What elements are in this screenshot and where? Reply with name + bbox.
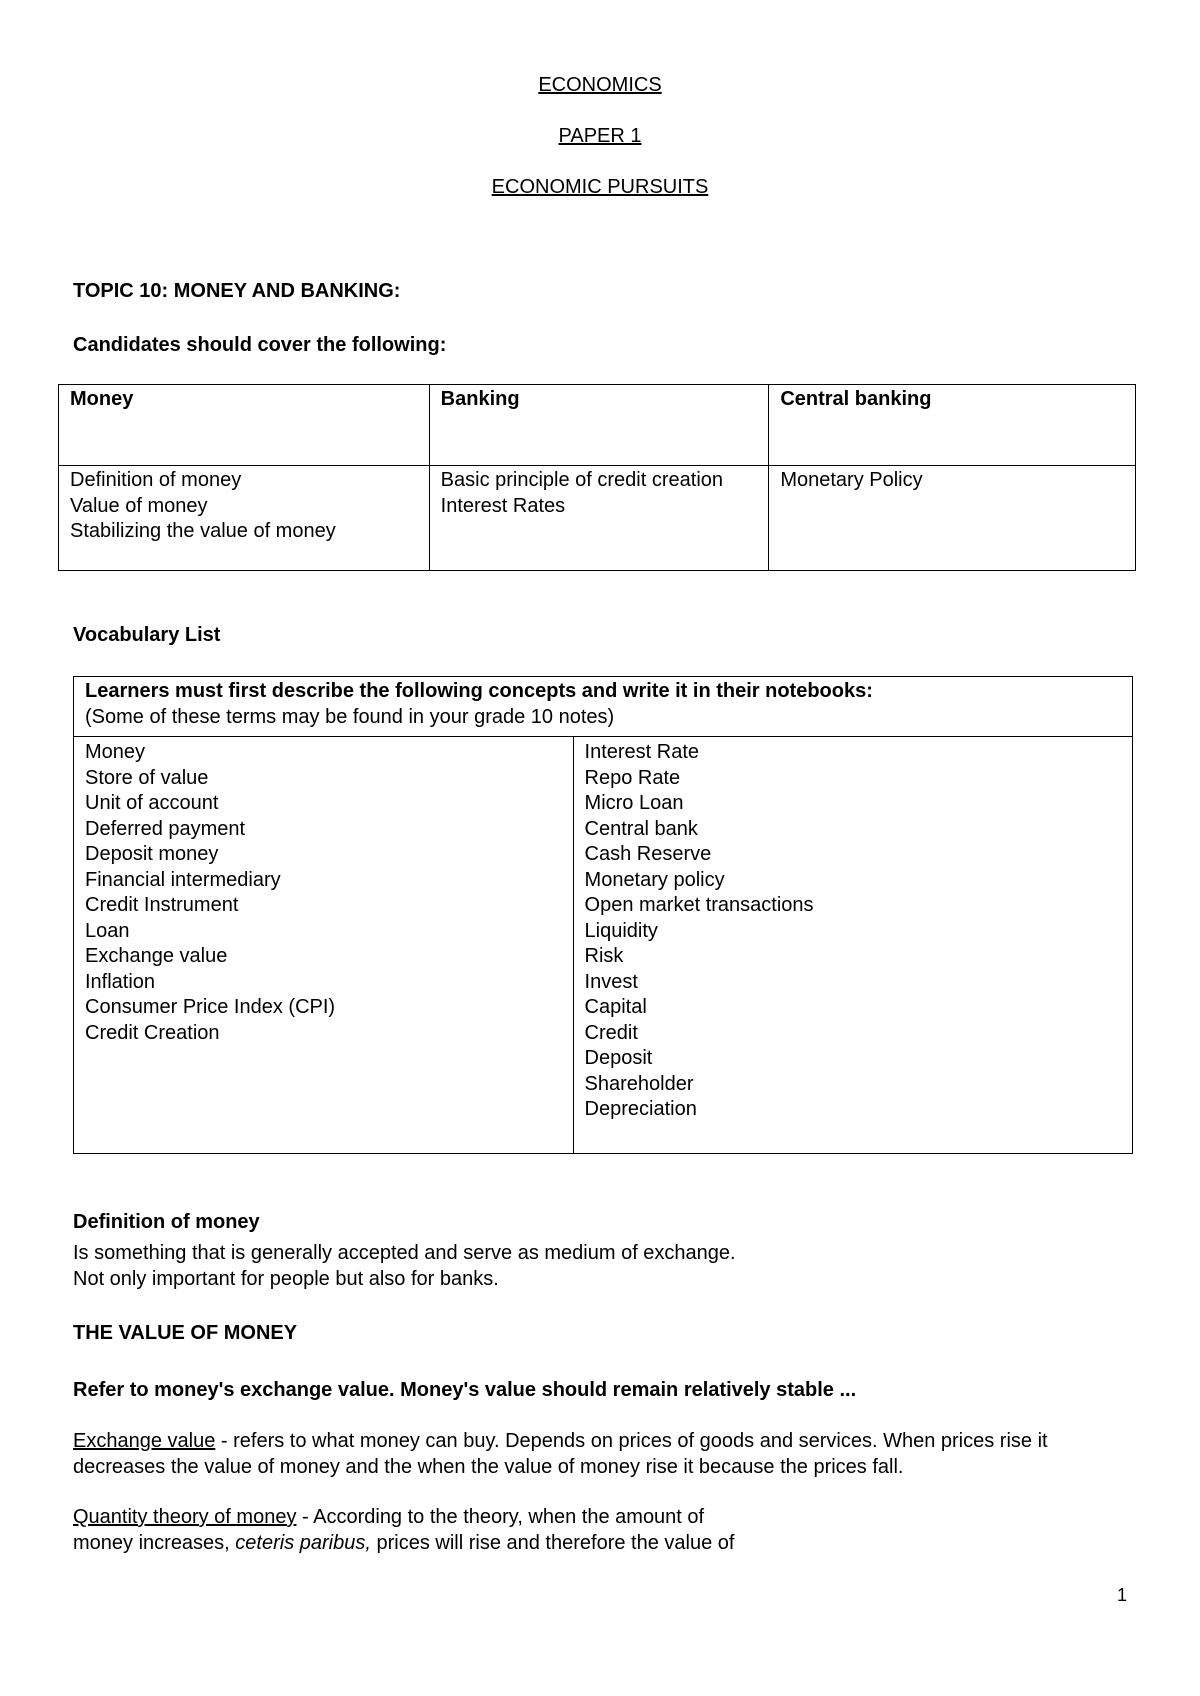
vocabulary-instruction: Learners must first describe the following concepts and write it in their notebooks: <box>85 680 873 702</box>
vocabulary-term: Deposit money <box>85 843 219 865</box>
vocabulary-term: Credit Instrument <box>85 894 239 916</box>
definition-line-1: Is something that is generally accepted and serve as medium of exchange. <box>73 1242 736 1264</box>
vocabulary-term: Micro Loan <box>584 792 684 814</box>
vocabulary-term: Money <box>85 741 146 763</box>
topic-intro: Candidates should cover the following: <box>73 334 447 356</box>
value-of-money-subheading: Refer to money's exchange value. Money's value should remain relatively stable ... <box>73 1379 857 1401</box>
vocabulary-term: Capital <box>584 996 647 1018</box>
vocabulary-term: Cash Reserve <box>584 843 712 865</box>
vocabulary-term: Consumer Price Index (CPI) <box>85 996 336 1018</box>
table-header-row <box>74 677 1133 737</box>
topic-title: TOPIC 10: MONEY AND BANKING: <box>73 280 401 302</box>
quantity-theory-line-1 <box>73 1504 704 1530</box>
list-item: Definition of money <box>70 469 242 491</box>
exchange-value-text: - refers to what money can buy. Depends on prices of goods and services. When prices rise it decreases the value of money and the when the value of money rise it because the prices fall. <box>73 1430 1048 1478</box>
vocabulary-term: Inflation <box>85 970 156 993</box>
vocabulary-term: Credit Creation <box>85 1021 220 1044</box>
paper-title: PAPER 1 <box>558 125 642 147</box>
quantity-theory-text-2: money increases, <box>73 1532 236 1554</box>
quantity-theory-line-2 <box>73 1530 734 1556</box>
vocabulary-term: Credit <box>584 1021 638 1044</box>
list-item: Basic principle of credit creation <box>440 469 724 491</box>
vocabulary-term: Repo Rate <box>584 766 681 789</box>
vocabulary-term: Liquidity <box>584 919 658 942</box>
quantity-theory-text-1: - According to the theory, when the amount of <box>296 1506 705 1528</box>
list-item: Interest Rates <box>440 494 566 517</box>
vocabulary-left-column <box>74 737 574 1154</box>
subject-title: ECONOMICS <box>538 74 662 96</box>
quantity-theory-text-3: prices will rise and therefore the value of <box>370 1532 735 1554</box>
column-header-money: Money <box>59 385 430 466</box>
vocabulary-term: Shareholder <box>584 1072 694 1095</box>
exchange-value-paragraph <box>73 1428 1123 1480</box>
quantity-theory-term: Quantity theory of money <box>73 1506 297 1528</box>
coverage-table <box>58 384 1136 571</box>
vocabulary-term: Deferred payment <box>85 817 246 840</box>
vocabulary-term: Deposit <box>584 1047 653 1069</box>
definition-line-2: Not only important for people but also for banks. <box>73 1268 499 1290</box>
vocabulary-term: Loan <box>85 919 130 942</box>
vocabulary-instruction-cell <box>74 677 1133 737</box>
vocabulary-term: Financial intermediary <box>85 868 281 891</box>
definition-heading: Definition of money <box>73 1211 260 1233</box>
column-header-central-banking: Central banking <box>769 385 1136 466</box>
vocabulary-table <box>73 676 1133 1154</box>
table-row <box>74 737 1133 1154</box>
list-item: Value of money <box>70 494 208 517</box>
vocabulary-term: Unit of account <box>85 792 219 814</box>
page-number: 1 <box>1117 1585 1128 1605</box>
table-row <box>59 466 1136 571</box>
vocabulary-term: Interest Rate <box>584 741 700 763</box>
quantity-theory-italic: ceteris paribus, <box>235 1532 371 1554</box>
vocabulary-term: Invest <box>584 970 638 993</box>
value-of-money-heading: THE VALUE OF MONEY <box>73 1322 298 1344</box>
list-item: Monetary Policy <box>780 469 923 491</box>
vocabulary-term: Risk <box>584 945 624 967</box>
table-header-row <box>59 385 1136 466</box>
vocabulary-term: Exchange value <box>85 945 228 967</box>
vocabulary-heading: Vocabulary List <box>73 624 221 646</box>
vocabulary-term: Store of value <box>85 766 209 789</box>
vocabulary-term: Central bank <box>584 817 698 840</box>
column-header-banking: Banking <box>429 385 769 466</box>
vocabulary-term: Monetary policy <box>584 868 725 891</box>
section-title: ECONOMIC PURSUITS <box>491 176 709 198</box>
vocabulary-note: (Some of these terms may be found in your grade 10 notes) <box>85 705 615 728</box>
central-banking-topics-cell <box>769 466 1136 571</box>
exchange-value-term: Exchange value <box>73 1430 216 1452</box>
banking-topics-cell <box>429 466 769 571</box>
vocabulary-right-column <box>573 737 1132 1154</box>
vocabulary-term: Open market transactions <box>584 894 814 916</box>
list-item: Stabilizing the value of money <box>70 520 336 542</box>
money-topics-cell <box>59 466 430 571</box>
vocabulary-term: Depreciation <box>584 1098 697 1120</box>
